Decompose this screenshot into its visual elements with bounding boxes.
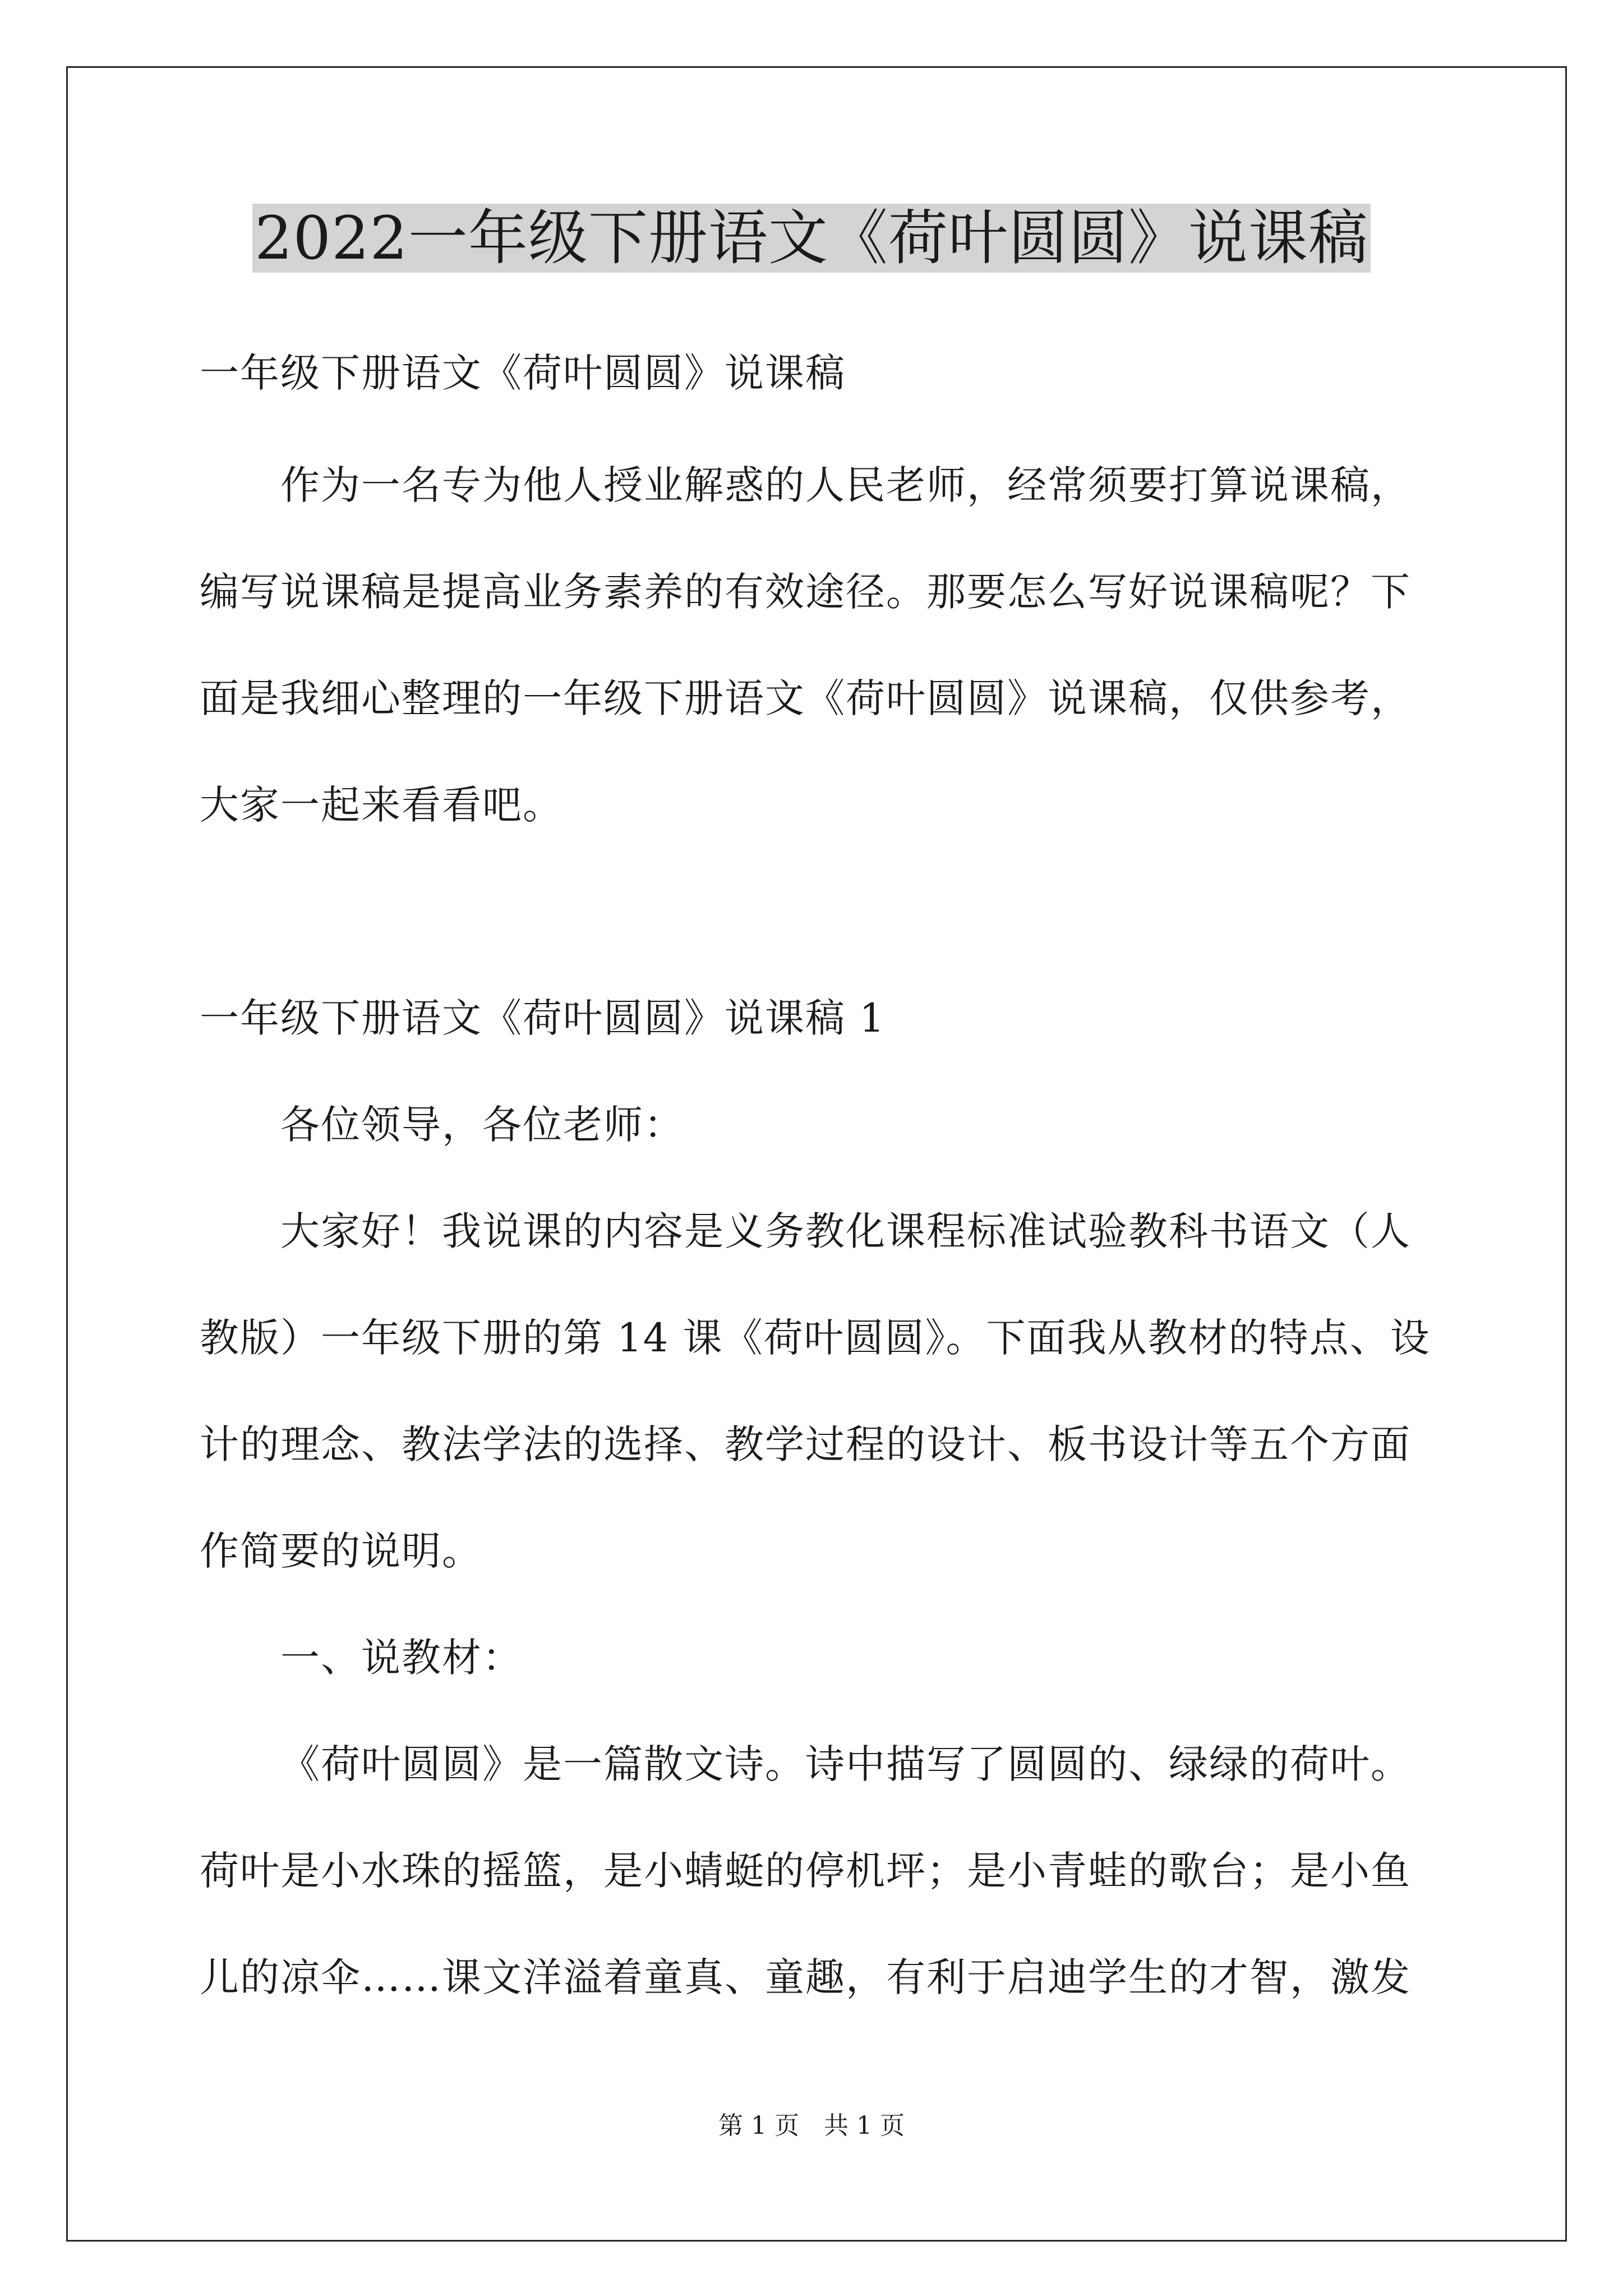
paragraph-line: 作简要的说明。 xyxy=(200,1528,482,1574)
paragraph-line: 各位领导，各位老师： xyxy=(280,1102,684,1148)
paragraph-line: 大家一起来看看吧。 xyxy=(200,782,563,828)
subtitle-line: 一年级下册语文《荷叶圆圆》说课稿 xyxy=(200,350,846,396)
paragraph-line: 《荷叶圆圆》是一篇散文诗。诗中描写了圆圆的、绿绿的荷叶。 xyxy=(280,1741,1411,1787)
document-title-text: 2022一年级下册语文《荷叶圆圆》说课稿 xyxy=(252,204,1371,273)
document-title xyxy=(0,199,1623,278)
paragraph-line: 作为一名专为他人授业解惑的人民老师，经常须要打算说课稿， xyxy=(280,462,1411,508)
subsection-heading: 一、说教材： xyxy=(280,1635,523,1681)
paragraph-line: 计的理念、教法学法的选择、教学过程的设计、板书设计等五个方面 xyxy=(200,1421,1411,1467)
paragraph-line: 教版）一年级下册的第 14 课《荷叶圆圆》。下面我从教材的特点、设 xyxy=(200,1315,1431,1361)
page-footer: 第 1 页 共 1 页 xyxy=(718,2111,905,2140)
paragraph-line: 儿的凉伞……课文洋溢着童真、童趣，有利于启迪学生的才智，激发 xyxy=(200,1954,1411,2000)
paragraph-line: 大家好！我说课的内容是义务教化课程标准试验教科书语文（人 xyxy=(280,1208,1411,1254)
paragraph-line: 编写说课稿是提高业务素养的有效途径。那要怎么写好说课稿呢？下 xyxy=(200,569,1411,615)
section-heading: 一年级下册语文《荷叶圆圆》说课稿 1 xyxy=(200,995,886,1041)
paragraph-line: 荷叶是小水珠的摇篮，是小蜻蜓的停机坪；是小青蛙的歌台；是小鱼 xyxy=(200,1848,1411,1894)
paragraph-line: 面是我细心整理的一年级下册语文《荷叶圆圆》说课稿，仅供参考， xyxy=(200,675,1411,721)
